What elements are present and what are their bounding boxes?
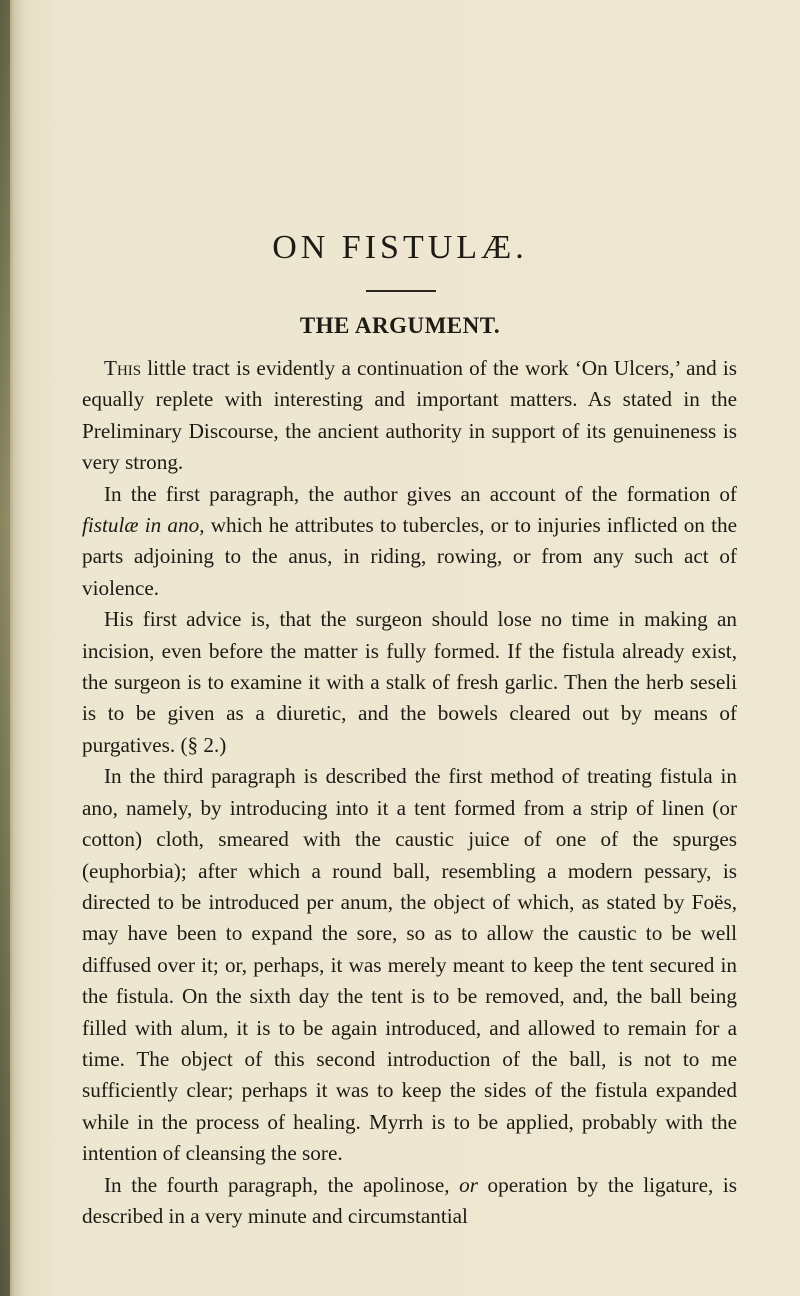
- paragraph-5-text-before: In the fourth paragraph, the apolinose,: [104, 1172, 460, 1197]
- paragraph-5: [82, 1170, 737, 1233]
- paragraph-5-italic: or: [459, 1172, 478, 1197]
- paragraph-4: In the third paragraph is described the first method of treating fistula in ano, namely, by introducing into it a tent formed from a strip of linen (or cotton) cloth, smeared with the caustic juice of one of the spurges (euphorbia); after which a round ball, resembling a modern pessary, is directed to be introduced per anum, the object of which, as stated by Foës, may have been to expand the sore, so as to allow the caustic to be well diffused over it; or, perhaps, it was merely meant to keep the tent secured in the fistula. On the sixth day the tent is to be removed, and, the ball being filled with alum, it is to be again introduced, and allowed to remain for a time. The object of this second introduction of the ball, is not to me sufficiently clear; perhaps it was to keep the sides of the fistula expanded while in the process of healing. Myrrh is to be applied, probably with the intention of cleansing the sore.: [82, 764, 737, 1166]
- paragraph-3: His first advice is, that the surgeon should lose no time in making an incision, even before the matter is fully formed. If the fistula already exist, the surgeon is to examine it with a stalk of fresh garlic. Then the herb seseli is to be given as a diuretic, and the bowels cleared out by means of purgatives. (§ 2.): [82, 607, 737, 757]
- section-heading: THE ARGUMENT.: [299, 313, 501, 338]
- paragraph-2: [82, 479, 737, 605]
- paragraph-lead-word: This: [104, 356, 142, 380]
- book-binding-edge: [0, 0, 10, 1296]
- body-text: [82, 353, 737, 1232]
- paragraph-2-italic: fistulæ in ano,: [82, 513, 205, 538]
- paragraph-2-text-after: which he attributes to tubercles, or to injuries inflicted on the parts adjoining to the anus, in riding, rowing, or from any such act of violence.: [82, 513, 737, 600]
- title-divider: [366, 290, 436, 292]
- paragraph-1: [82, 353, 737, 479]
- paragraph-1-text: little tract is evidently a continuation of the work ‘On Ulcers,’ and is equally replete with interesting and important matters. As stated in the Preliminary Discourse, the ancient authority in support of its genuineness is very strong.: [82, 356, 737, 475]
- page-title: ON FISTULÆ.: [272, 229, 528, 266]
- paragraph-5-text-after: operation by the ligature, is described in a very minute and circumstantial: [82, 1172, 737, 1228]
- paragraph-2-text-before: In the first paragraph, the author gives an account of the formation of: [104, 481, 737, 506]
